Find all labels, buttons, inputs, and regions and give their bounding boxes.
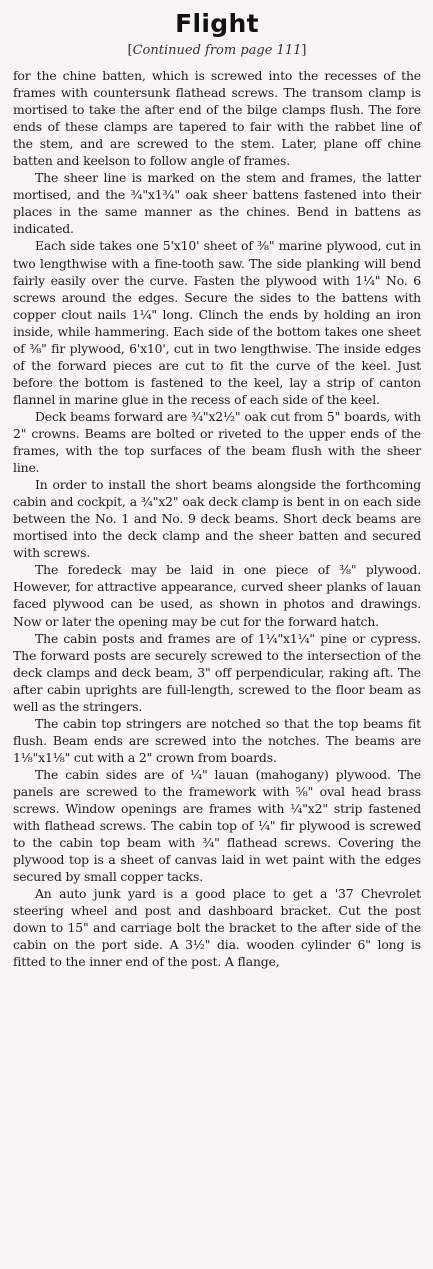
paragraph-7: The cabin posts and frames are of 1¼"x1¼" pine or cypress. The forward posts are securely screwed to the intersection of the deck clamps and deck beam, 3" off perpendicular, raking aft. The after cabin uprights are full-length, screwed to the floor beam as well as the stringers. (13, 630, 421, 714)
paragraph-6: The foredeck may be laid in one piece of ⅜" plywood. However, for attractive appearance, curved sheer planks of lauan faced plywood can be used, as shown in photos and drawings. Now or later the opening may be cut for the forward hatch. (13, 562, 421, 629)
continued-close-bracket: ] (301, 43, 307, 58)
continued-open-bracket: [ (127, 43, 133, 58)
paragraph-1: for the chine batten, which is screwed into the recesses of the frames with countersunk flathead screws. The transom clamp is mortised to take the after end of the bilge clamps flush. The fore ends of these clamps are tapered to fair with the rabbet line of the stem, and are screwed to the stem. Later, plane off chine batten and keelson to follow angle of frames. (13, 68, 421, 169)
paragraph-4: Deck beams forward are ¾"x2½" oak cut from 5" boards, with 2" crowns. Beams are bolted or riveted to the upper ends of the frames, with the top surfaces of the beam flush with the sheer line. (13, 408, 421, 476)
paragraph-10: An auto junk yard is a good place to get a '37 Chevrolet steering wheel and post and dashboard bracket. Cut the post down to 15" and carriage bolt the bracket to the after side of the cabin on the port side. A 3½" dia. wooden cylinder 6" long is fitted to the inner end of the post. A flange, (13, 886, 421, 970)
paragraph-2: The sheer line is marked on the stem and frames, the latter mortised, and the ¾"x1¾" oak sheer battens fastened into their places in the same manner as the chines. Bend in battens as indicated. (13, 170, 421, 237)
paragraph-8: The cabin top stringers are notched so that the top beams fit flush. Beam ends are screwed into the notches. The beams are 1⅛"x1⅛" cut with a 2" crown from boards. (13, 715, 421, 765)
article-body (13, 67, 421, 970)
paragraph-3: Each side takes one 5'x10' sheet of ⅜" marine plywood, cut in two lengthwise with a fine-tooth saw. The side planking will bend fairly easily over the curve. Fasten the plywood with 1¼" No. 6 screws around the edges. Secure the sides to the battens with copper clout nails 1¼" long. Clinch the ends by holding an iron inside, while hammering. Each side of the bottom takes one sheet of ⅜" fir plywood, 6'x10', cut in two lengthwise. The inside edges of the forward pieces are cut to fit the curve of the keel. Just before the bottom is fastened to the keel, lay a strip of canton flannel in marine glue in the recess of each side of the keel. (13, 238, 421, 407)
continued-note (13, 41, 421, 61)
article-title: Flight (175, 9, 259, 38)
paragraph-5: In order to install the short beams alongside the forthcoming cabin and cockpit, a ¾"x2" oak deck clamp is bent in on each side between the No. 1 and No. 9 deck beams. Short deck beams are mortised into the deck clamp and the sheer batten and secured with screws. (13, 477, 421, 561)
continued-text: Continued from page 111 (132, 43, 302, 58)
paragraph-9: The cabin sides are of ¼" lauan (mahogany) plywood. The panels are screwed to the framework with ⅝" oval head brass screws. Window openings are frames with ¼"x2" strip fastened with flathead screws. The cabin top of ¼" fir plywood is screwed to the cabin top beam with ¾" flathead screws. Covering the plywood top is a sheet of canvas laid in wet paint with the edges secured by small copper tacks. (13, 766, 421, 885)
